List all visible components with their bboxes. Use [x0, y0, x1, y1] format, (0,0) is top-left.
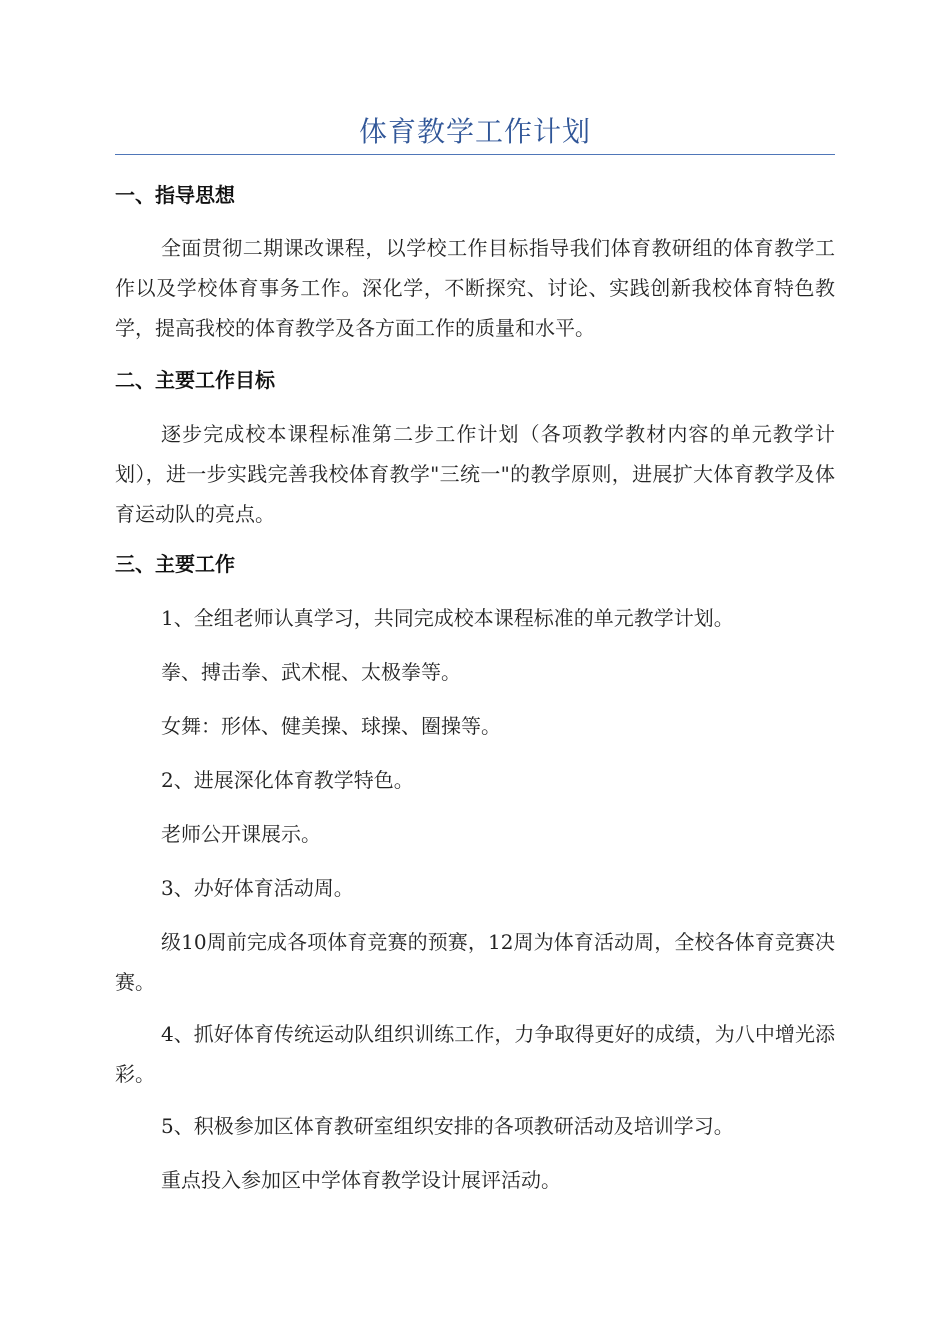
- work-item-1: 1、全组老师认真学习，共同完成校本课程标准的单元教学计划。: [161, 606, 734, 630]
- section-heading-guiding-ideology: 一、指导思想: [115, 183, 235, 207]
- work-item-3: 3、办好体育活动周。: [161, 876, 354, 900]
- section-paragraph-guiding-ideology: 全面贯彻二期课改课程，以学校工作目标指导我们体育教研组的体育教学工作以及学校体育事务工作。深化学，不断探究、讨论、实践创新我校体育特色教学，提高我校的体育教学及各方面工作的质量和水平。: [115, 236, 835, 340]
- section-heading-main-work: 三、主要工作: [115, 552, 235, 576]
- work-item-1-detail: 拳、搏击拳、武术棍、太极拳等。: [161, 660, 461, 684]
- document-title: 体育教学工作计划: [358, 115, 591, 148]
- work-item-3-detail: 级10周前完成各项体育竞赛的预赛，12周为体育活动周，全校各体育竞赛决赛。: [115, 930, 835, 994]
- work-item-4: 4、抓好体育传统运动队组织训练工作，力争取得更好的成绩，为八中增光添彩。: [115, 1022, 835, 1086]
- work-item-5-detail: 重点投入参加区中学体育教学设计展评活动。: [161, 1168, 561, 1192]
- work-item-5: 5、积极参加区体育教研室组织安排的各项教研活动及培训学习。: [161, 1114, 734, 1138]
- section-heading-main-goals: 二、主要工作目标: [115, 368, 275, 392]
- work-item-2: 2、进展深化体育教学特色。: [161, 768, 414, 792]
- work-item-1-detail: 女舞：形体、健美操、球操、圈操等。: [161, 714, 501, 738]
- title-underline: [115, 154, 835, 155]
- section-paragraph-main-goals: 逐步完成校本课程标准第二步工作计划（各项教学教材内容的单元教学计划），进一步实践完善我校体育教学"三统一"的教学原则，进展扩大体育教学及体育运动队的亮点。: [115, 422, 835, 526]
- work-item-2-detail: 老师公开课展示。: [161, 822, 321, 846]
